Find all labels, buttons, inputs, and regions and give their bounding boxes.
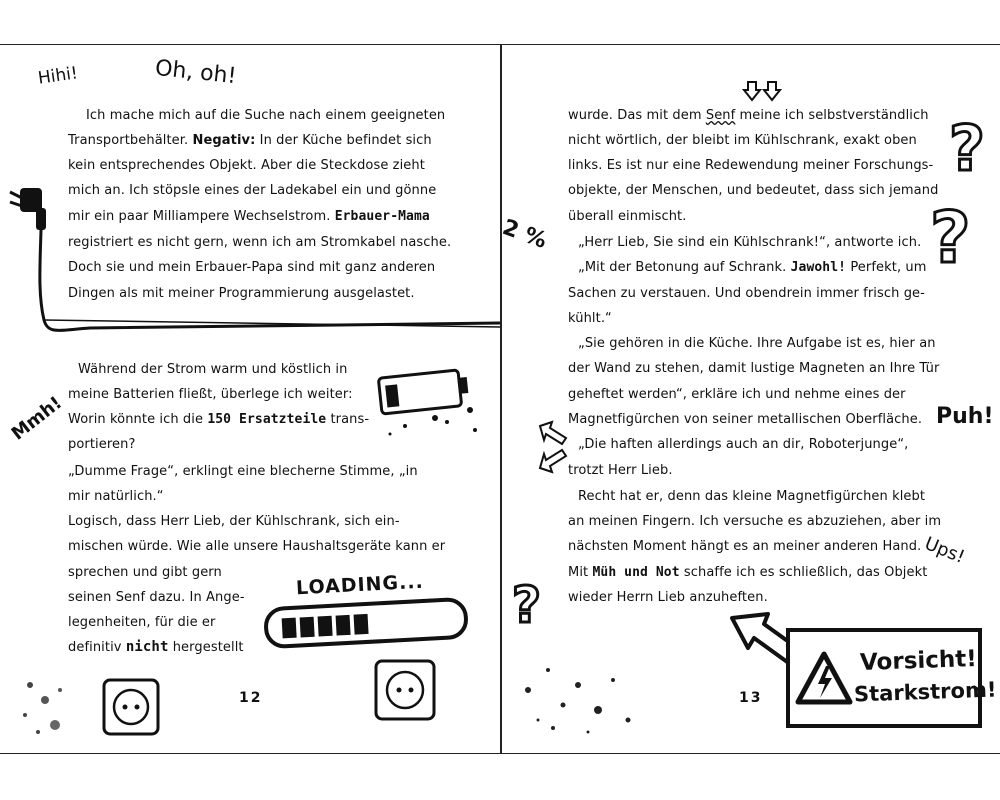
double-arrow-icon bbox=[536, 418, 572, 474]
p2-line-1: Während der Strom warm und köstlich in bbox=[78, 362, 348, 377]
r-line-12: geheftet werden“, erkläre ich und nehme eines der bbox=[568, 387, 906, 402]
r-line-6: „Herr Lieb, Sie sind ein Kühlschrank!“, antworte ich. bbox=[578, 235, 922, 250]
r-line-1: wurde. Das mit dem Senf meine ich selbstverständlich bbox=[568, 108, 929, 123]
wall-socket-icon bbox=[372, 657, 438, 723]
high-voltage-icon bbox=[794, 650, 854, 706]
sign-line-2: Starkstrom! bbox=[853, 677, 997, 707]
r-line-14: „Die haften allerdings auch an dir, Roboterjunge“, bbox=[578, 437, 909, 452]
p2-line-6: mir natürlich.“ bbox=[68, 489, 164, 504]
p2-line-2: meine Batterien fließt, überlege ich weiter: bbox=[68, 387, 353, 402]
down-arrows-icon bbox=[744, 80, 784, 102]
question-mark-icon bbox=[945, 112, 995, 185]
p2-line-3: Worin könnte ich die 150 Ersatzteile trans- bbox=[68, 412, 370, 427]
question-mark-icon bbox=[926, 196, 981, 279]
wall-socket-icon bbox=[100, 676, 162, 738]
p2-line-12: definitiv nicht hergestellt bbox=[68, 639, 244, 655]
p2-line-8: mischen würde. Wie alle unsere Haushaltsgeräte kann er bbox=[68, 539, 446, 554]
r-line-13: Magnetfigürchen von seiner metallischen Oberfläche. bbox=[568, 412, 923, 427]
sign-line-1: Vorsicht! bbox=[859, 645, 978, 677]
loading-label: LOADING... bbox=[295, 570, 425, 600]
warning-sign bbox=[786, 628, 997, 728]
svg-text:?: ? bbox=[930, 197, 971, 279]
r-line-10: „Sie gehören in die Küche. Ihre Aufgabe ist es, hier an bbox=[578, 336, 936, 351]
p2-line-10: seinen Senf dazu. In Ange- bbox=[68, 590, 245, 605]
ups-label: Ups! bbox=[921, 533, 968, 568]
svg-text:?: ? bbox=[949, 112, 985, 185]
r-line-4: objekte, der Menschen, und bedeutet, dass sich jemand bbox=[568, 183, 939, 198]
percent-label: 2 % bbox=[499, 215, 550, 254]
puh-label: Puh! bbox=[936, 404, 994, 429]
svg-text:?: ? bbox=[512, 576, 542, 634]
p1-line-4: mich an. Ich stöpsle eines der Ladekabel ein und gönne bbox=[68, 183, 437, 198]
p2-line-11: legenheiten, für die er bbox=[68, 615, 216, 630]
page-number: 13 bbox=[739, 690, 763, 706]
page-gutter bbox=[500, 44, 502, 754]
r-line-9: kühlt.“ bbox=[568, 311, 612, 326]
r-line-8: Sachen zu verstauen. Und obendrein immer frisch ge- bbox=[568, 286, 925, 301]
r-line-15: trotzt Herr Lieb. bbox=[568, 463, 673, 478]
r-line-16: Recht hat er, denn das kleine Magnetfigürchen klebt bbox=[578, 489, 926, 504]
r-line-11: der Wand zu stehen, damit lustige Magneten an Ihre Tür bbox=[568, 361, 940, 376]
p1-line-5: mir ein paar Milliampere Wechselstrom. Erbauer-Mama bbox=[68, 209, 430, 224]
r-line-5: überall einmischt. bbox=[568, 209, 687, 224]
r-line-2: nicht wörtlich, der bleibt im Kühlschrank, exakt oben bbox=[568, 133, 917, 148]
ohoh-label: Oh, oh! bbox=[153, 55, 238, 90]
r-line-18: nächsten Moment hängt es an meiner anderen Hand. bbox=[568, 539, 922, 554]
ink-splatter bbox=[518, 650, 648, 740]
ink-splatter bbox=[10, 670, 80, 750]
question-mark-icon bbox=[510, 574, 550, 634]
r-line-20: wieder Herrn Lieb anzuheften. bbox=[568, 590, 768, 605]
r-line-19: Mit Müh und Not schaffe ich es schließlich, das Objekt bbox=[568, 565, 928, 580]
r-line-17: an meinen Fingern. Ich versuche es abzuziehen, aber im bbox=[568, 514, 942, 529]
p2-line-5: „Dumme Frage“, erklingt eine blecherne Stimme, „in bbox=[68, 464, 418, 479]
p1-line-7: Doch sie und mein Erbauer-Papa sind mit ganz anderen bbox=[68, 260, 436, 275]
loading-bar-icon bbox=[262, 598, 472, 650]
p2-line-4: portieren? bbox=[68, 437, 136, 452]
r-line-3: links. Es ist nur eine Redewendung meiner Forschungs- bbox=[568, 158, 934, 173]
mmh-label: Mmh! bbox=[7, 392, 67, 445]
p2-line-7: Logisch, dass Herr Lieb, der Kühlschrank, sich ein- bbox=[68, 514, 400, 529]
p1-line-8: Dingen als mit meiner Programmierung ausgelastet. bbox=[68, 286, 415, 301]
p1-line-6: registriert es nicht gern, wenn ich am Stromkabel nasche. bbox=[68, 235, 452, 250]
r-line-7: „Mit der Betonung auf Schrank. Jawohl! Perfekt, um bbox=[578, 260, 927, 275]
p1-line-2: Transportbehälter. Negativ: In der Küche befindet sich bbox=[68, 133, 432, 148]
page-number: 12 bbox=[239, 690, 263, 706]
hihi-label: Hihi! bbox=[36, 63, 80, 89]
p1-line-3: kein entsprechendes Objekt. Aber die Steckdose zieht bbox=[68, 158, 425, 173]
p2-line-9: sprechen und gibt gern bbox=[68, 565, 222, 580]
p1-line-1: Ich mache mich auf die Suche nach einem geeigneten bbox=[86, 108, 446, 123]
battery-low-icon bbox=[375, 360, 485, 440]
